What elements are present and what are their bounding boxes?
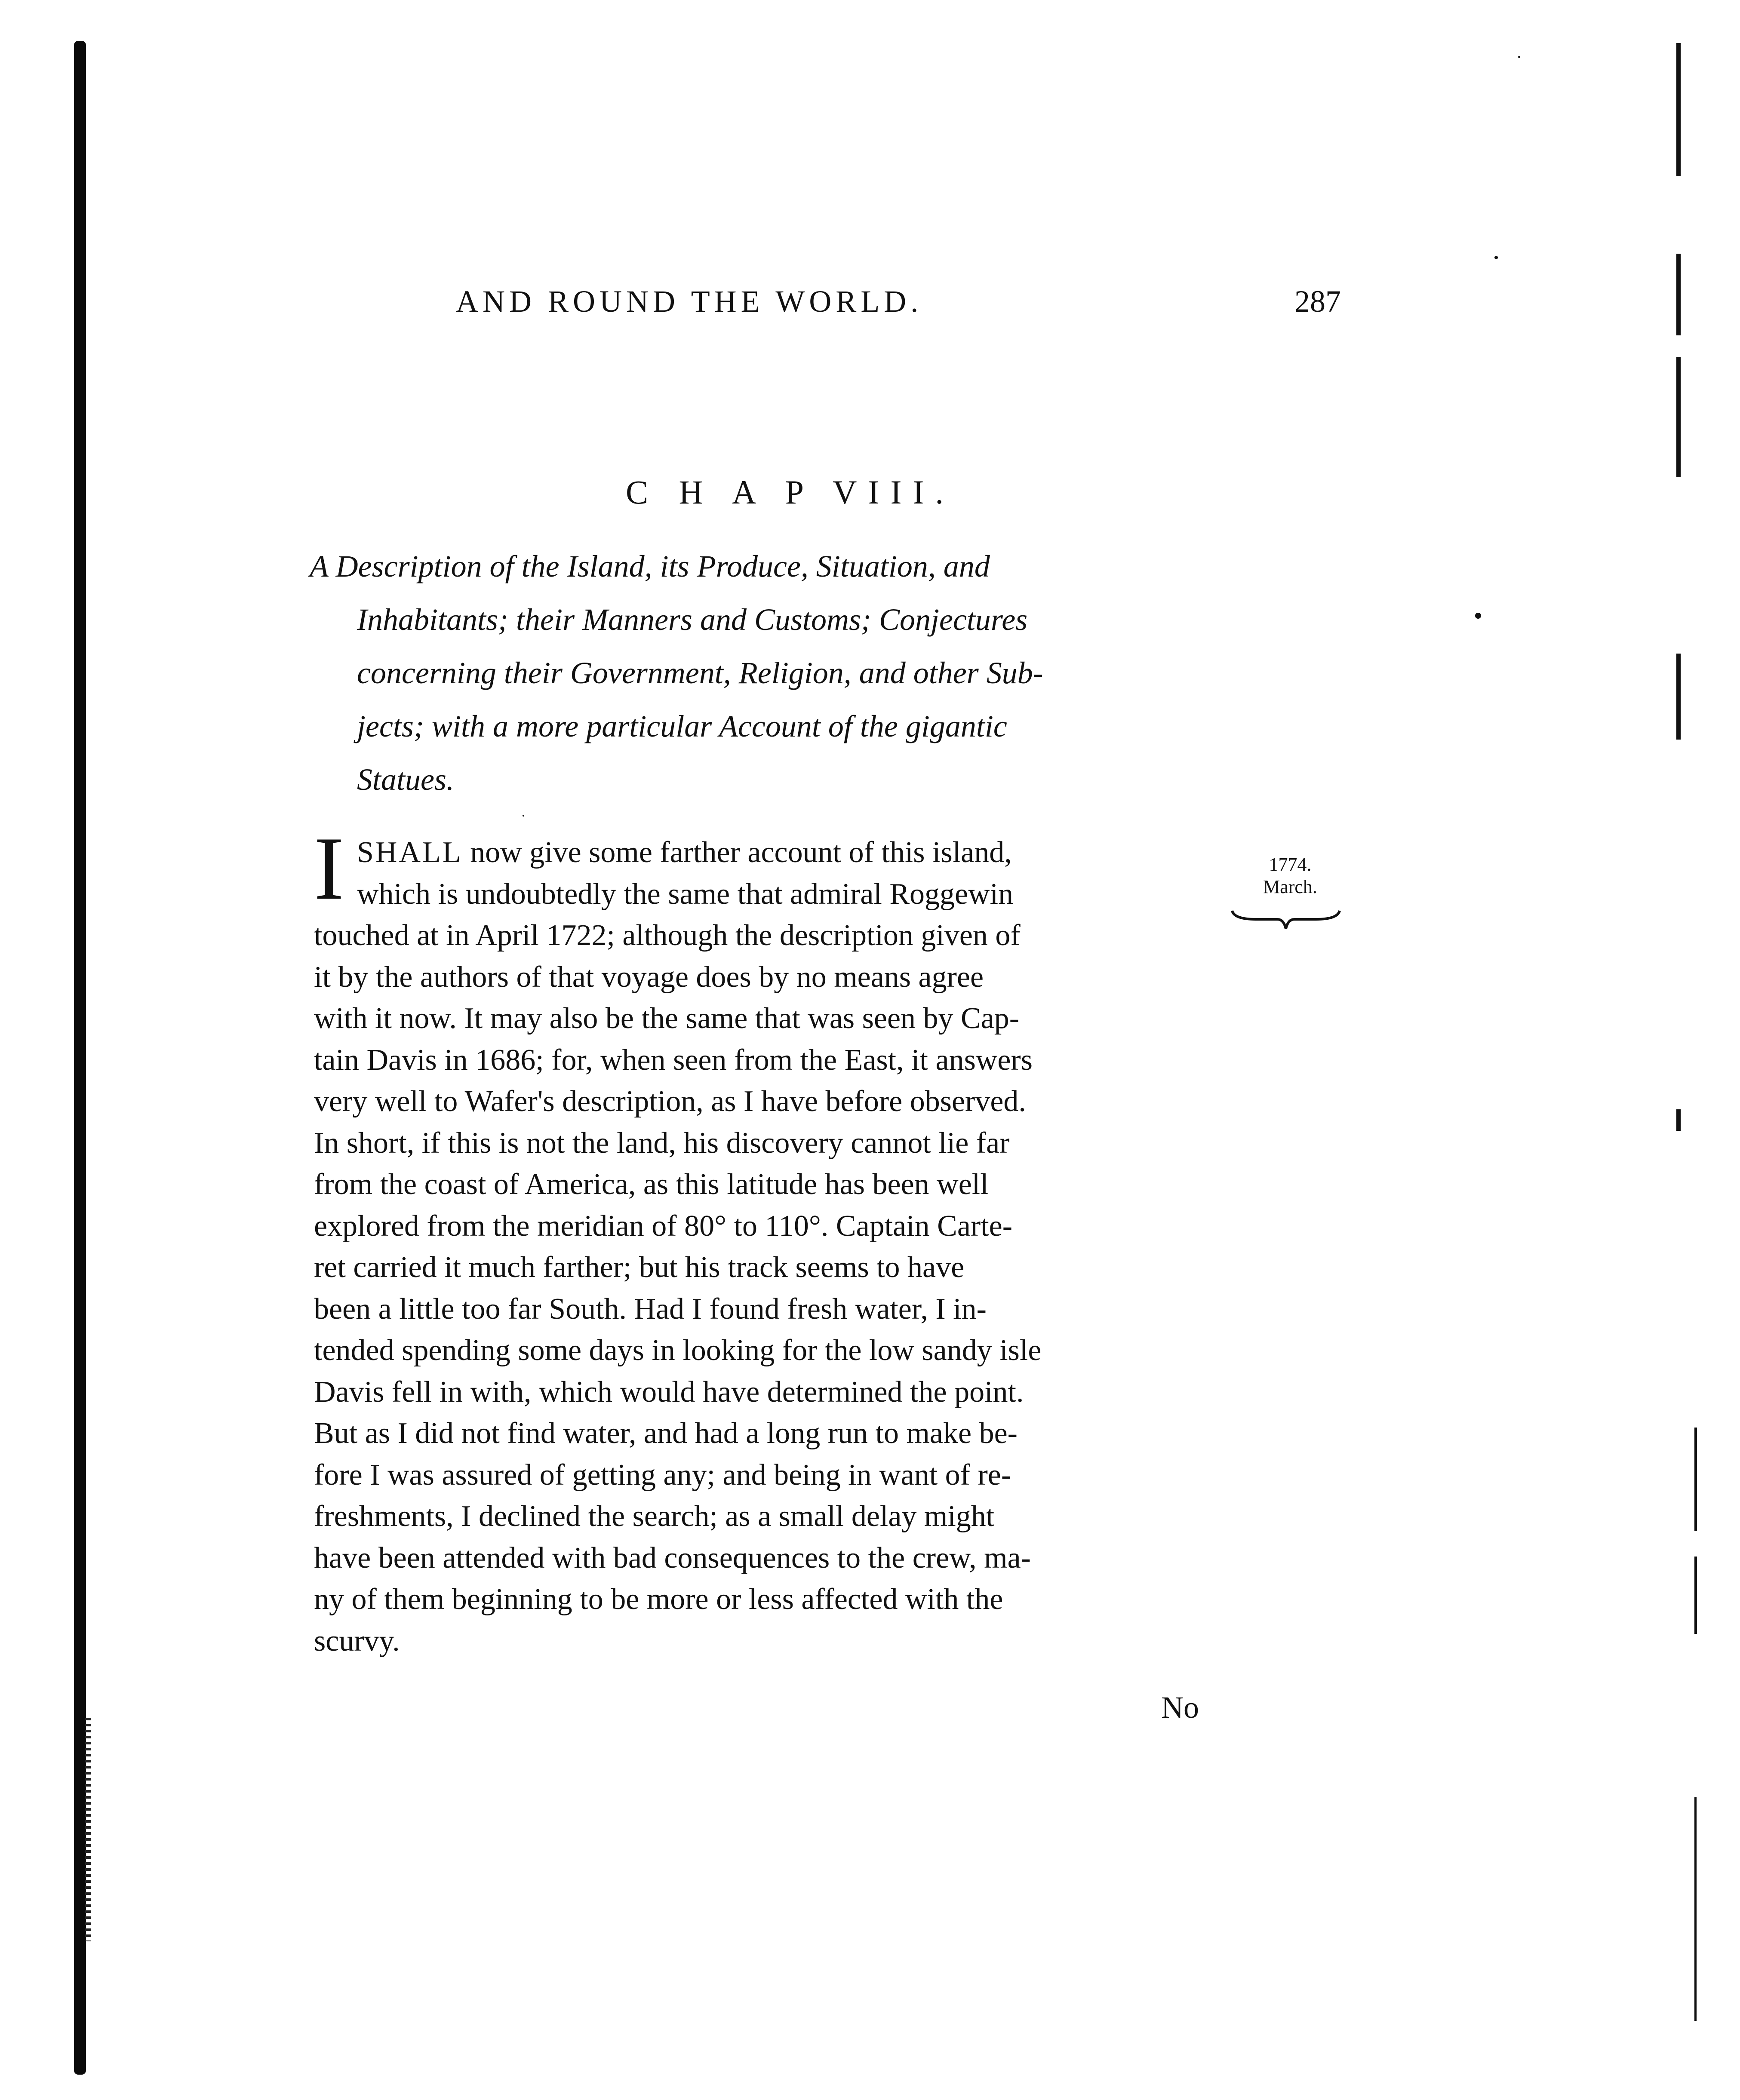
scan-edge-mark <box>1694 1428 1697 1531</box>
body-line: touched at in April 1722; although the description given of <box>314 919 1021 952</box>
chapter-title: C H A P VIII. <box>626 473 955 511</box>
running-head: AND ROUND THE WORLD. <box>456 284 923 319</box>
scan-edge-mark <box>1676 1109 1681 1131</box>
scan-speck <box>1494 256 1498 259</box>
summary-line: concerning their Government, Religion, and other Sub- <box>357 656 1043 690</box>
summary-line: jects; with a more particular Account of the gigantic <box>357 709 1007 743</box>
scan-edge-mark <box>1676 43 1681 176</box>
scan-speck <box>1518 56 1520 58</box>
scan-speck <box>523 815 524 817</box>
body-line: fore I was assured of getting any; and being in want of re- <box>314 1458 1011 1492</box>
body-line <box>314 832 1208 874</box>
body-line: ret carried it much farther; but his track seems to have <box>314 1251 965 1284</box>
body-line: scurvy. <box>314 1624 400 1658</box>
body-paragraph <box>314 832 1208 1662</box>
body-line: it by the authors of that voyage does by no means agree <box>314 960 984 994</box>
body-line: tain Davis in 1686; for, when seen from the East, it answers <box>314 1043 1033 1077</box>
body-line: which is undoubtedly the same that admiral Roggewin <box>357 877 1014 911</box>
body-line: with it now. It may also be the same that was seen by Cap- <box>314 1002 1020 1035</box>
summary-line: A Description of the Island, its Produce, Situation, and <box>310 549 990 583</box>
chapter-summary <box>310 540 1204 806</box>
body-line: Davis fell in with, which would have determined the point. <box>314 1375 1024 1409</box>
body-line: been a little too far South. Had I found fresh water, I in- <box>314 1292 987 1326</box>
drop-cap: I <box>314 819 344 918</box>
first-word: SHALL <box>357 836 463 869</box>
body-line: In short, if this is not the land, his discovery cannot lie far <box>314 1126 1010 1160</box>
scan-edge-mark <box>1694 1797 1697 2021</box>
margin-note-year: 1774. <box>1269 854 1312 875</box>
catchword: No <box>1161 1690 1199 1725</box>
body-line: freshments, I declined the search; as a small delay might <box>314 1500 995 1533</box>
margin-note-month: March. <box>1263 876 1317 897</box>
page-binding-edge <box>74 41 86 2075</box>
first-line-rest: now give some farther account of this island, <box>462 836 1012 869</box>
margin-note <box>1247 854 1333 898</box>
body-line: ny of them beginning to be more or less affected with the <box>314 1583 1003 1616</box>
scan-edge-mark <box>1694 1557 1697 1634</box>
body-line: But as I did not find water, and had a long run to make be- <box>314 1417 1018 1450</box>
summary-line: Inhabitants; their Manners and Customs; Conjectures <box>357 602 1028 637</box>
body-line: explored from the meridian of 80° to 110°. Captain Carte- <box>314 1209 1013 1243</box>
summary-line: Statues. <box>357 762 454 797</box>
body-line: tended spending some days in looking for the low sandy isle <box>314 1334 1042 1367</box>
margin-brace-icon <box>1230 907 1342 933</box>
scan-edge-mark <box>1676 357 1681 477</box>
scan-edge-mark <box>1676 254 1681 335</box>
scan-speck <box>1475 613 1481 619</box>
scan-edge-mark <box>1676 654 1681 740</box>
body-line: very well to Wafer's description, as I have before observed. <box>314 1085 1026 1118</box>
body-line: have been attended with bad consequences to the crew, ma- <box>314 1541 1031 1575</box>
body-line: from the coast of America, as this latitude has been well <box>314 1168 989 1201</box>
page-number: 287 <box>1294 284 1341 319</box>
